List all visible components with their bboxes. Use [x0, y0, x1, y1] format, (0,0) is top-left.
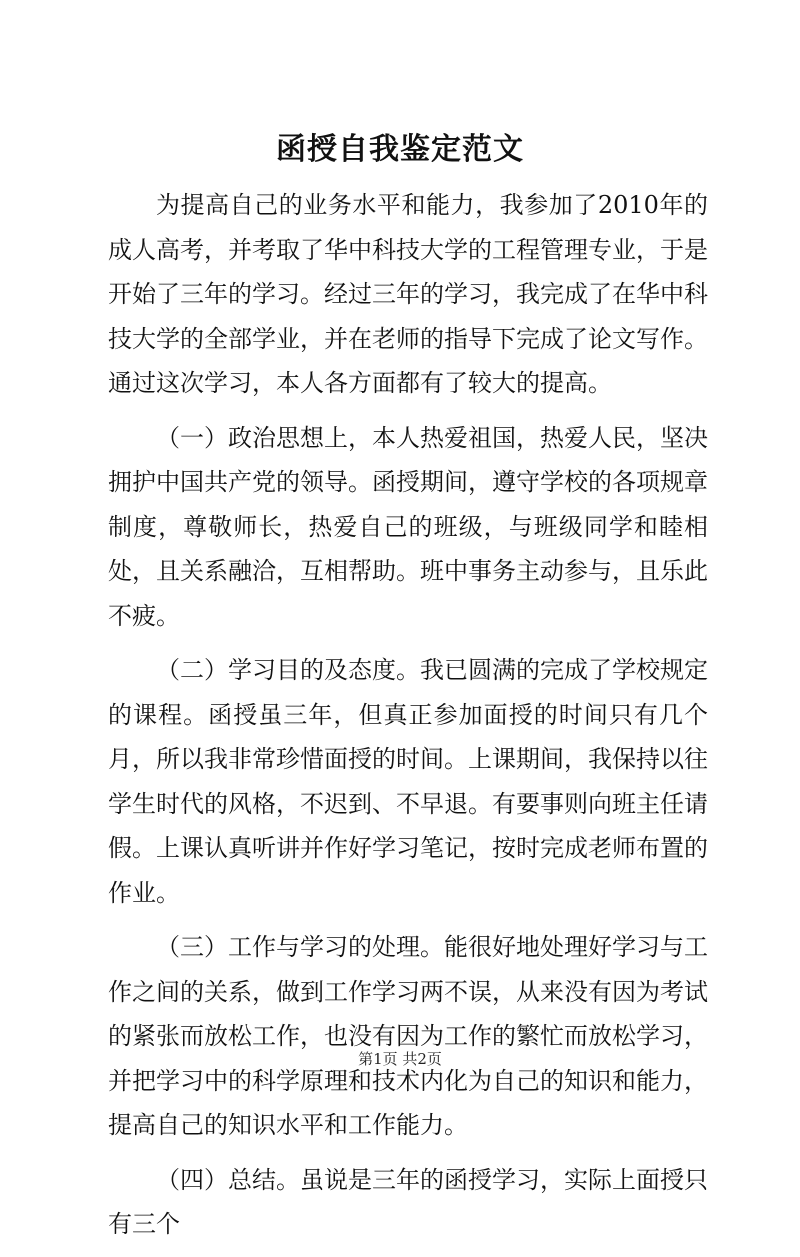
page-number-footer: 第1页 共2页 — [358, 1050, 442, 1068]
paragraph-summary: （四）总结。虽说是三年的函授学习，实际上面授只有三个 — [108, 1165, 708, 1238]
page-title: 函授自我鉴定范文 — [276, 132, 524, 167]
paragraph-intro: 为提高自己的业务水平和能力，我参加了2010年的成人高考，并考取了华中科技大学的工程管理专业，于是开始了三年的学习。经过三年的学习，我完成了在华中科技大学的全部学业，并在老师的指导下完成了论文写作。通过这次学习，本人各方面都有了较大的提高。 — [108, 191, 708, 397]
paragraph-politics: （一）政治思想上，本人热爱祖国，热爱人民，坚决拥护中国共产党的领导。函授期间，遵守学校的各项规章制度，尊敬师长，热爱自己的班级，与班级同学和睦相处，且关系融洽，互相帮助。班中事务主动参与，且乐此不疲。 — [108, 423, 708, 630]
document-body — [108, 183, 708, 1257]
paragraph-work-study: （三）工作与学习的处理。能很好地处理好学习与工作之间的关系，做到工作学习两不误，从来没有因为考试的紧张而放松工作，也没有因为工作的繁忙而放松学习，并把学习中的科学原理和技术内化为自己的知识和能力，提高自己的知识水平和工作能力。 — [108, 933, 708, 1139]
paragraph-study-attitude: （二）学习目的及态度。我已圆满的完成了学校规定的课程。函授虽三年，但真正参加面授的时间只有几个月，所以我非常珍惜面授的时间。上课期间，我保持以往学生时代的风格，不迟到、不早退。有要事则向班主任请假。上课认真听讲并作好学习笔记，按时完成老师布置的作业。 — [108, 656, 708, 907]
